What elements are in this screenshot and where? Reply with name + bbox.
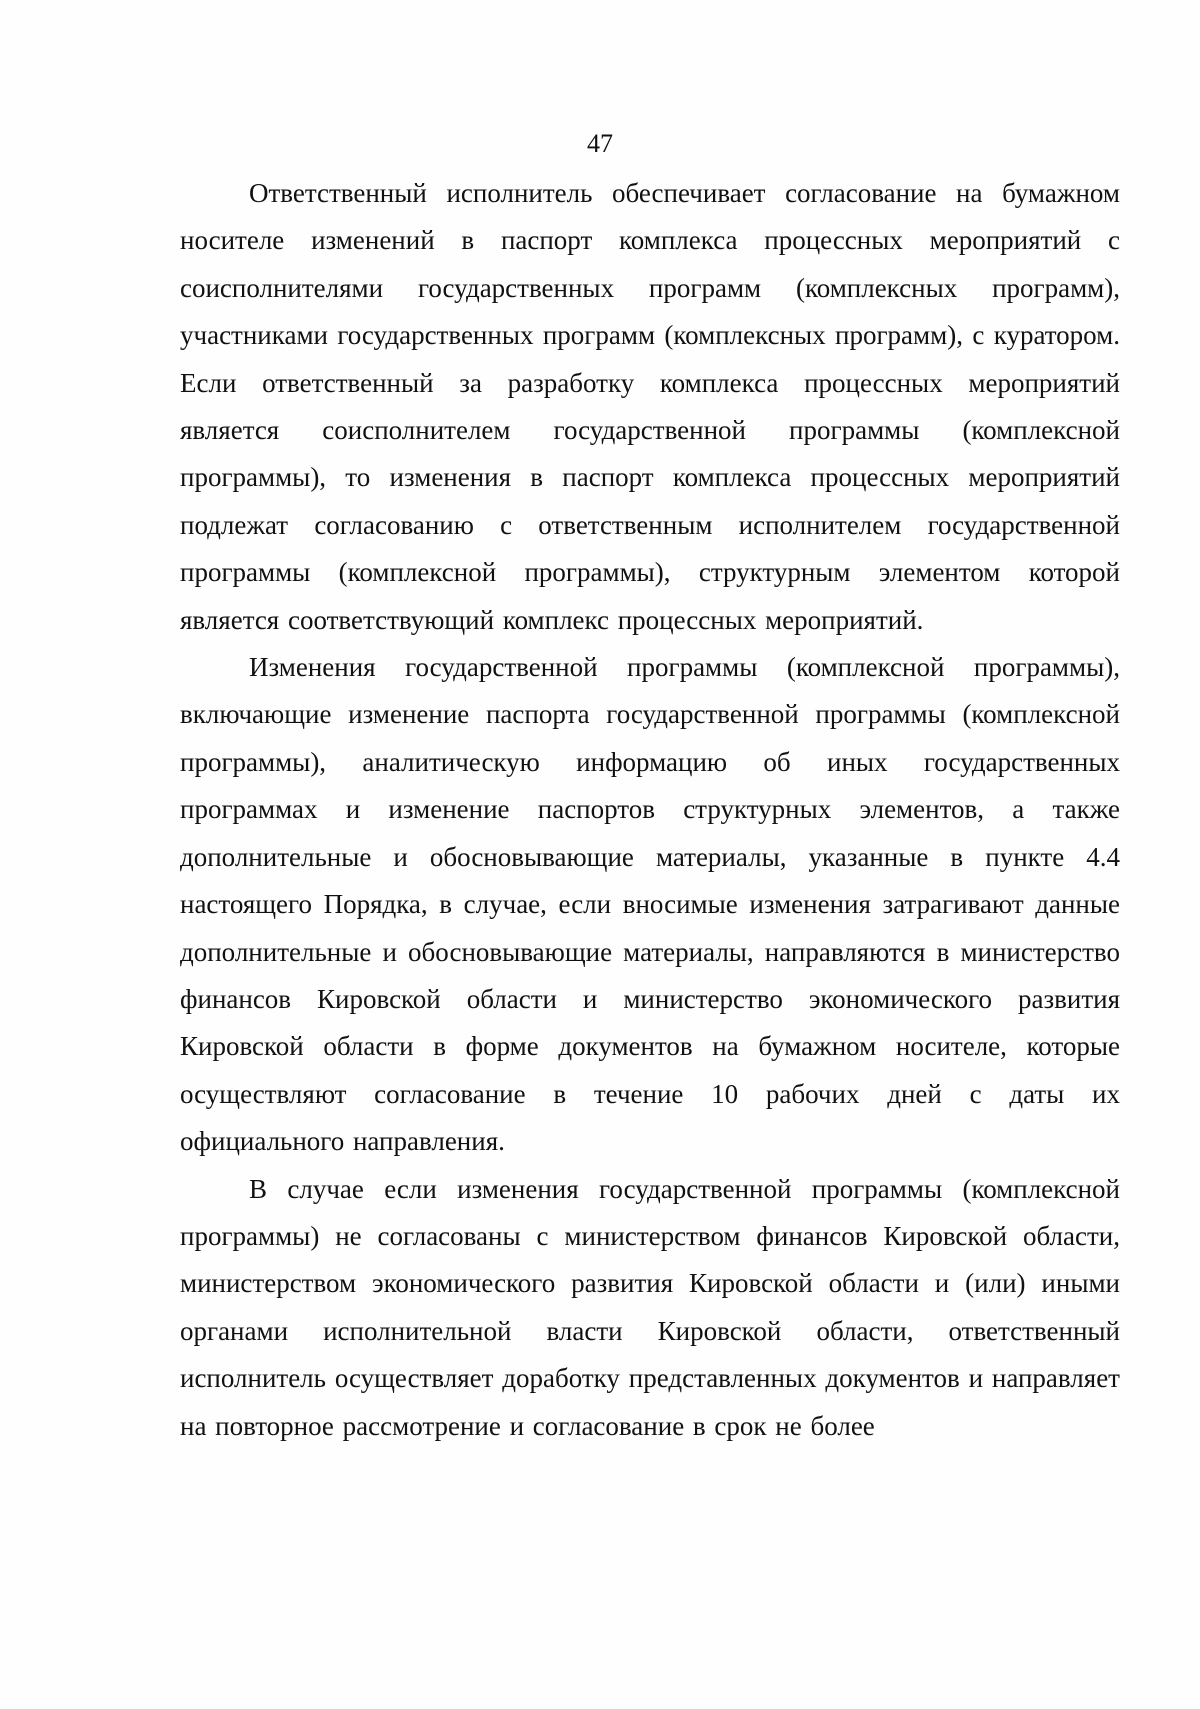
page-number: 47 (587, 129, 613, 158)
paragraph-2: Изменения государственной программы (комплексной программы), включающие изменение паспорта государственной программы (комплексной программы), аналитическую информацию об иных государственных программах и изменение паспортов структурных элементов, а также дополнительные и обосновывающие материалы, указанные в пункте 4.4 настоящего Порядка, в случае, если вносимые изменения затрагивают данные дополнительные и обосновывающие материалы, направляются в министерство финансов Кировской области и министерство экономического развития Кировской области в форме документов на бумажном носителе, которые осуществляют согласование в течение 10 рабочих дней с даты их официального направления. (180, 652, 1120, 1157)
document-body (180, 170, 1120, 1450)
paragraph-3: В случае если изменения государственной программы (комплексной программы) не согласованы с министерством финансов Кировской области, министерством экономического развития Кировской области и (или) иными органами исполнительной власти Кировской области, ответственный исполнитель осуществляет доработку представленных документов и направляет на повторное рассмотрение и согласование в срок не более (180, 1173, 1120, 1441)
paragraph-1: Ответственный исполнитель обеспечивает согласование на бумажном носителе изменений в паспорт комплекса процессных мероприятий с соисполнителями государственных программ (комплексных программ), участниками государственных программ (комплексных программ), с куратором. Если ответственный за разработку комплекса процессных мероприятий является соисполнителем государственной программы (комплексной программы), то изменения в паспорт комплекса процессных мероприятий подлежат согласованию с ответственным исполнителем государственной программы (комплексной программы), структурным элементом которой является соответствующий комплекс процессных мероприятий. (180, 178, 1120, 635)
